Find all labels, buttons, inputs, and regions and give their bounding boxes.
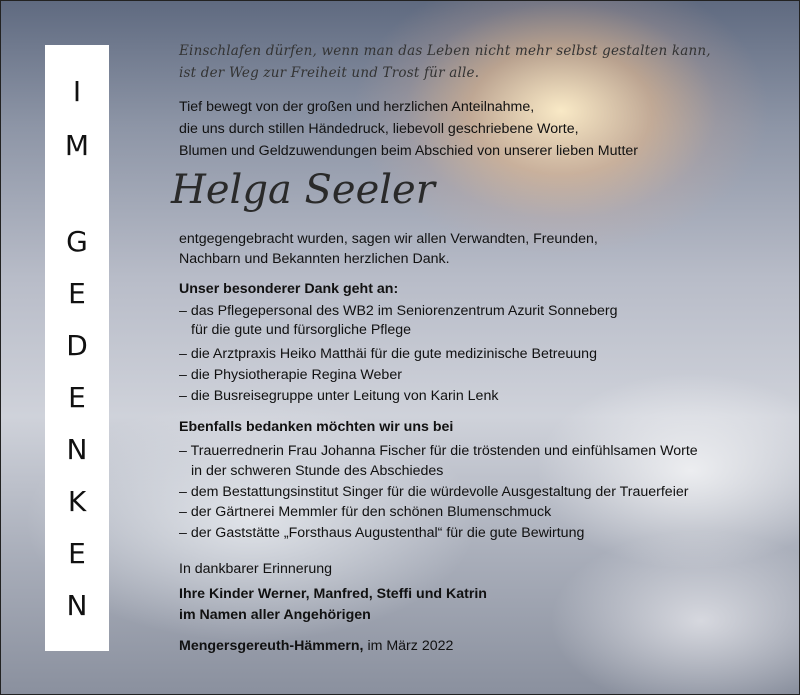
also-heading: Ebenfalls bedanken möchten wir uns bei: [179, 419, 454, 435]
sidebar-letter: D: [66, 329, 88, 362]
deceased-name: Helga Seeler: [171, 167, 435, 213]
place: Mengersgereuth-Hämmern,: [179, 638, 364, 654]
quote-line-2: ist der Weg zur Freiheit und Trost für alle.: [179, 65, 480, 81]
special-item: – die Arztpraxis Heiko Matthäi für die gute medizinische Betreuung: [179, 346, 597, 362]
intro-line: Tief bewegt von der großen und herzlichen Anteilnahme,: [179, 99, 535, 115]
signatories-line: im Namen aller Angehörigen: [179, 607, 371, 623]
also-item: – Trauerrednerin Frau Johanna Fischer für die tröstenden und einfühlsamen Worte: [179, 443, 698, 459]
sidebar-im-gedenken: [45, 45, 109, 651]
thanks-line: entgegengebracht wurden, sagen wir allen Verwandten, Freunden,: [179, 231, 598, 247]
sidebar-letter: E: [68, 277, 86, 310]
sidebar-letter: N: [66, 589, 88, 622]
special-item: für die gute und fürsorgliche Pflege: [191, 322, 412, 338]
intro-line: die uns durch stillen Händedruck, liebevoll geschriebene Worte,: [179, 121, 579, 137]
signatories-line: Ihre Kinder Werner, Manfred, Steffi und Katrin: [179, 586, 487, 602]
special-item: – die Physiotherapie Regina Weber: [179, 367, 402, 383]
quote-line-1: Einschlafen dürfen, wenn man das Leben nicht mehr selbst gestalten kann,: [179, 43, 711, 59]
sidebar-letter: N: [66, 433, 88, 466]
thanks-line: Nachbarn und Bekannten herzlichen Dank.: [179, 251, 450, 267]
special-item: – die Busreisegruppe unter Leitung von Karin Lenk: [179, 388, 499, 404]
also-item: – dem Bestattungsinstitut Singer für die würdevolle Ausgestaltung der Trauerfeier: [179, 484, 689, 500]
place-date-line: [179, 638, 453, 654]
special-heading: Unser besonderer Dank geht an:: [179, 281, 399, 297]
sidebar-letter: G: [66, 225, 88, 258]
also-item: – der Gaststätte „Forsthaus Augustenthal“ für die gute Bewirtung: [179, 525, 585, 541]
sidebar-letter: I: [72, 75, 82, 108]
sidebar-letter: M: [64, 129, 90, 162]
sidebar-letter: E: [68, 381, 86, 414]
sidebar-letter: K: [67, 485, 87, 518]
intro-line: Blumen und Geldzuwendungen beim Abschied von unserer lieben Mutter: [179, 143, 639, 159]
memory-line: In dankbarer Erinnerung: [179, 561, 333, 577]
special-item: – das Pflegepersonal des WB2 im Seniorenzentrum Azurit Sonneberg: [179, 303, 618, 319]
also-item: in der schweren Stunde des Abschiedes: [191, 463, 444, 479]
also-item: – der Gärtnerei Memmler für den schönen Blumenschmuck: [179, 504, 552, 520]
sidebar-letter: E: [68, 537, 86, 570]
date: im März 2022: [367, 638, 454, 654]
